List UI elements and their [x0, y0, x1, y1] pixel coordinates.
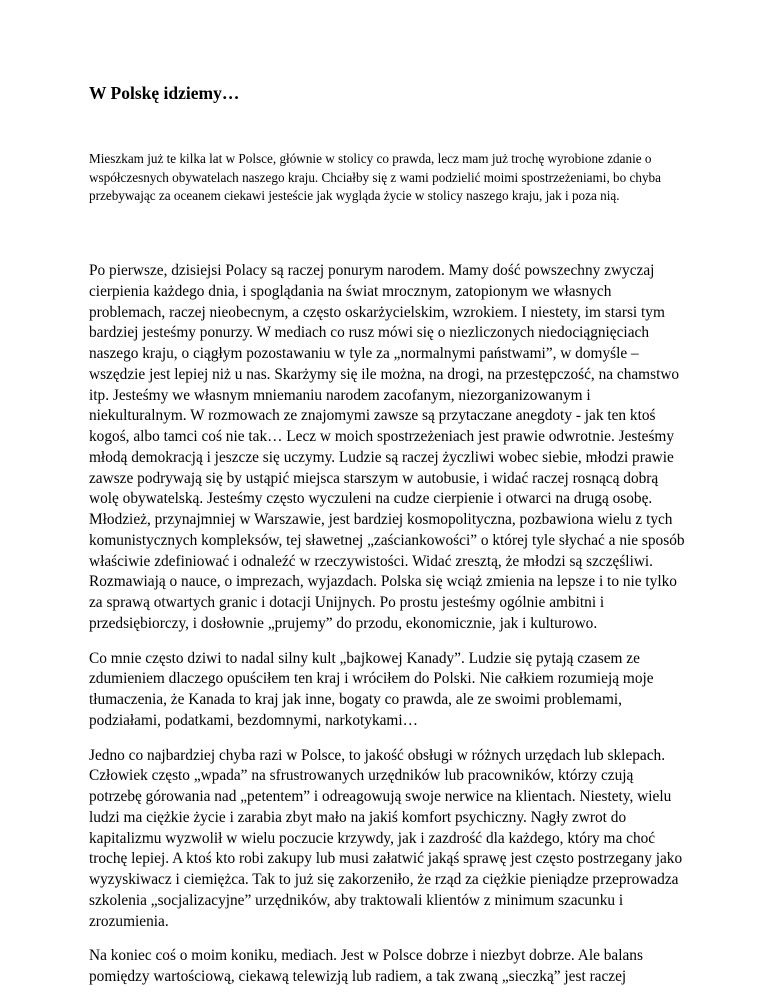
document-body [89, 261, 689, 1002]
body-paragraph: Po pierwsze, dzisiejsi Polacy są raczej ponurym narodem. Mamy dość powszechny zwyczaj cierpienia każdego dnia, i spoglądania na świat mrocznym, zatopionym we własnych problemach, raczej nieobecnym, a często oskarżycielskim, wzrokiem. I niestety, im starsi tym bardziej jesteśmy ponurzy. W mediach co rusz mówi się o niezliczonych niedociągnięciach naszego kraju, o ciągłym pozostawaniu w tyle za „normalnymi państwami”, w domyśle – wszędzie jest lepiej niż u nas. Skarżymy się ile można, na drogi, na przestępczość, na chamstwo itp. Jesteśmy we własnym mniemaniu narodem zacofanym, niezorganizowanym i niekulturalnym. W rozmowach ze znajomymi zawsze są przytaczane anegdoty - jak ten ktoś kogoś, albo tamci coś nie tak… Lecz w moich spostrzeżeniach jest prawie odwrotnie. Jesteśmy młodą demokracją i jeszcze się uczymy. Ludzie są raczej życzliwi wobec siebie, młodzi prawie zawsze podrywają się by ustąpić miejsca starszym w autobusie, i widać raczej rosnącą dobrą wolę obywatelską. Jesteśmy często wyczuleni na cudze cierpienie i otwarci na drugą osobę. Młodzież, przynajmniej w Warszawie, jest bardziej kosmopolityczna, pozbawiona wielu z tych komunistycznych kompleksów, tej sławetnej „zaściankowości” o której tyle słychać a nie sposób właściwie zdefiniować i odnaleźć w rzeczywistości. Widać zresztą, że młodzi są szczęśliwi. Rozmawiają o nauce, o imprezach, wyjazdach. Polska się wciąż zmienia na lepsze i to nie tylko za sprawą otwartych granic i dotacji Unijnych. Po prostu jesteśmy ogólnie ambitni i przedsiębiorczy, i dosłownie „prujemy” do przodu, ekonomicznie, jak i kulturowo. [89, 262, 685, 632]
intro-paragraph: Mieszkam już te kilka lat w Polsce, głównie w stolicy co prawda, lecz mam już trochę wyrobione zdanie o współczesnych obywatelach naszego kraju. Chciałby się z wami podzielić moimi spostrzeżeniami, bo chyba przebywając za oceanem ciekawi jesteście jak wygląda życie w stolicy naszego kraju, jak i poza nią. [89, 151, 662, 204]
body-paragraph: Jedno co najbardziej chyba razi w Polsce, to jakość obsługi w różnych urzędach lub sklepach. Człowiek często „wpada” na sfrustrowanych urzędników lub pracowników, którzy czują potrzebę górowania nad „petentem” i odreagowują swoje nerwice na klientach. Niestety, wielu ludzi ma ciężkie życie i zarabia zbyt mało na jakiś komfort psychiczny. Nagły zwrot do kapitalizmu wyzwolił w wielu poczucie krzywdy, jak i zazdrość dla każdego, który ma choć trochę lepiej. A ktoś kto robi zakupy lub musi załatwić jakąś sprawę jest często postrzegany jako wyzyskiwacz i ciemiężca. Tak to już się zakorzeniło, że rząd za ciężkie pieniądze przeprowadza szkolenia „socjalizacyjne” urzędników, aby traktowali klientów z minimum szacunku i zrozumienia. [89, 746, 683, 930]
body-paragraph: Na koniec coś o moim koniku, mediach. Jest w Polsce dobrze i niezbyt dobrze. Ale balans pomiędzy wartościową, ciekawą telewizją lub radiem, a tak zwaną „sieczką” jest raczej [89, 947, 643, 985]
body-paragraph: Co mnie często dziwi to nadal silny kult „bajkowej Kanady”. Ludzie się pytają czasem ze zdumieniem dlaczego opuściłem ten kraj i wróciłem do Polski. Nie całkiem rozumieją moje tłumaczenia, że Kanada to kraj jak inne, bogaty co prawda, ale ze swoimi problemami, podziałami, podatkami, bezdomnymi, narkotykami… [89, 649, 654, 729]
document-title: W Polskę idziemy… [89, 83, 240, 103]
